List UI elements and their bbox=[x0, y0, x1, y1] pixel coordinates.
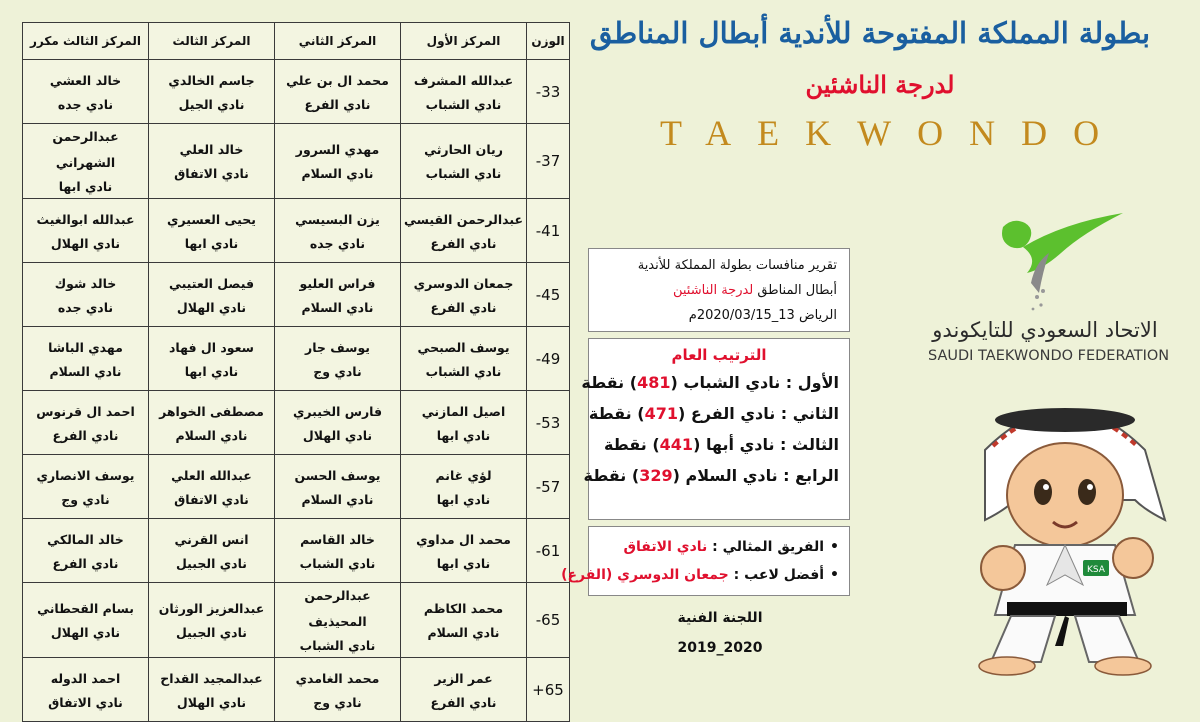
athlete-name: محمد ال مداوي bbox=[416, 531, 511, 547]
placement-cell bbox=[275, 263, 401, 327]
placement-cell bbox=[149, 124, 275, 199]
athlete-name: يوسف الحسن bbox=[294, 467, 381, 483]
club-name: نادي الفرع bbox=[52, 427, 119, 443]
page-subtitle: لدرجة الناشئين bbox=[805, 70, 955, 99]
ideal-team-value: نادي الاتفاق bbox=[623, 539, 708, 555]
weight-cell: -65 bbox=[527, 583, 570, 658]
club-name: نادي الجيل bbox=[178, 96, 245, 112]
placement-cell bbox=[275, 519, 401, 583]
report-line-1: تقرير منافسات بطولة المملكة للأندية bbox=[637, 258, 837, 273]
athlete-name: انس القرني bbox=[174, 531, 249, 547]
weight-cell: -49 bbox=[527, 327, 570, 391]
report-box bbox=[588, 248, 850, 332]
club-name: نادي الفرع bbox=[430, 299, 497, 315]
ranking-points: 329 bbox=[639, 466, 673, 485]
club-name: نادي السلام bbox=[427, 625, 500, 640]
placement-cell bbox=[275, 658, 401, 722]
athlete-name: مهدي السرور bbox=[295, 142, 380, 157]
table-row bbox=[23, 455, 570, 519]
placement-cell bbox=[23, 60, 149, 124]
ranking-unit: نقطة bbox=[603, 435, 647, 454]
club-name: نادي السلام bbox=[175, 427, 248, 443]
athlete-name: عبدالمجيد القداح bbox=[160, 670, 263, 686]
club-name: نادي الاتفاق bbox=[48, 694, 123, 710]
placement-cell bbox=[23, 199, 149, 263]
athlete-name: عبدالعزيز الورثان bbox=[158, 601, 265, 616]
weight-cell: -33 bbox=[527, 60, 570, 124]
report-line-2 bbox=[601, 278, 837, 303]
athlete-name: مصطفى الخواهر bbox=[159, 403, 264, 419]
athlete-name: احمد الدوله bbox=[50, 670, 121, 686]
placement-cell bbox=[275, 583, 401, 658]
ranking-row: الأول : نادي الشباب (481) نقطة bbox=[581, 373, 839, 392]
weight-cell: -37 bbox=[527, 124, 570, 199]
table-row bbox=[23, 199, 570, 263]
placement-cell bbox=[149, 60, 275, 124]
weight-cell: -61 bbox=[527, 519, 570, 583]
sport-wordmark: TAEKWONDO bbox=[660, 113, 1126, 153]
club-name: نادي الجبيل bbox=[176, 625, 247, 640]
placement-cell bbox=[401, 519, 527, 583]
club-name: نادي جده bbox=[57, 96, 114, 112]
ranking-unit: نقطة bbox=[581, 373, 625, 392]
placement-cell bbox=[275, 60, 401, 124]
athlete-name: محمد ال بن علي bbox=[286, 72, 389, 88]
placement-cell bbox=[401, 327, 527, 391]
club-name: نادي الشباب bbox=[299, 555, 376, 571]
page-title: بطولة المملكة المفتوحة للأندية أبطال المناطق bbox=[589, 16, 1151, 50]
ranking-row: الثاني : نادي الفرع (471) نقطة bbox=[588, 404, 839, 423]
athlete-name: خالد القاسم bbox=[300, 531, 375, 547]
athlete-name: جاسم الخالدي bbox=[168, 72, 255, 88]
club-name: نادي الفرع bbox=[52, 555, 119, 571]
federation-name-ar: الاتحاد السعودي للتايكوندو bbox=[932, 318, 1158, 342]
weight-cell: -41 bbox=[527, 199, 570, 263]
placement-cell bbox=[275, 327, 401, 391]
placement-cell bbox=[401, 455, 527, 519]
club-name: نادي الفرع bbox=[430, 694, 497, 710]
table-row bbox=[23, 519, 570, 583]
athlete-name: ريان الحارثي bbox=[424, 142, 503, 157]
ideal-team-row bbox=[599, 533, 839, 561]
col-header-first: المركز الأول bbox=[401, 23, 527, 60]
club-name: نادي وج bbox=[313, 363, 362, 379]
bullet-icon: • bbox=[830, 539, 839, 555]
ranking-title: الترتيب العام bbox=[671, 346, 767, 364]
club-name: نادي الفرع bbox=[304, 96, 371, 112]
athlete-name: يوسف الانصاري bbox=[36, 467, 135, 483]
results-table bbox=[22, 22, 570, 722]
placement-cell bbox=[149, 583, 275, 658]
placement-cell bbox=[23, 263, 149, 327]
athlete-name: عبدالرحمن المحيذيف bbox=[304, 588, 371, 629]
report-line-2-highlight: لدرجة الناشئين bbox=[672, 283, 754, 298]
ranking-row: الثالث : نادي أبها (441) نقطة bbox=[603, 435, 839, 454]
club-name: نادي وج bbox=[61, 491, 110, 507]
athlete-name: يحيى العسيري bbox=[167, 211, 256, 227]
placement-cell bbox=[275, 199, 401, 263]
table-row bbox=[23, 391, 570, 455]
technical-committee: اللجنة الفنية bbox=[677, 610, 763, 626]
ranking-box bbox=[581, 338, 850, 520]
placement-cell bbox=[149, 455, 275, 519]
weight-cell: -45 bbox=[527, 263, 570, 327]
ranking-label: الرابع : نادي السلام bbox=[685, 466, 839, 485]
svg-text:KSA: KSA bbox=[1087, 565, 1105, 575]
awards-box bbox=[561, 526, 850, 596]
athlete-name: خالد العشي bbox=[49, 72, 122, 88]
table-row bbox=[23, 327, 570, 391]
table-row bbox=[23, 124, 570, 199]
best-player-value: جمعان الدوسري (الفرع) bbox=[561, 567, 729, 583]
athlete-name: احمد ال قرنوس bbox=[36, 403, 135, 419]
ranking-points: 481 bbox=[637, 373, 671, 392]
ranking-row: الرابع : نادي السلام (329) نقطة bbox=[583, 466, 839, 485]
athlete-name: مهدي الباشا bbox=[48, 339, 123, 355]
weight-cell: -53 bbox=[527, 391, 570, 455]
athlete-name: عبدالله المشرف bbox=[413, 72, 514, 88]
ranking-points: 471 bbox=[644, 404, 678, 423]
placement-cell bbox=[275, 391, 401, 455]
report-line-2-prefix: أبطال المناطق bbox=[757, 283, 837, 298]
placement-cell bbox=[23, 124, 149, 199]
placement-cell bbox=[401, 124, 527, 199]
club-name: نادي الشباب bbox=[425, 166, 502, 181]
best-player-label: أفضل لاعب : bbox=[733, 567, 825, 583]
table-row bbox=[23, 263, 570, 327]
athlete-name: عمر الزير bbox=[434, 670, 493, 686]
club-name: نادي الهلال bbox=[176, 299, 247, 315]
table-row bbox=[23, 60, 570, 124]
weight-cell: +65 bbox=[527, 658, 570, 722]
club-name: نادي الفرع bbox=[430, 235, 497, 251]
club-name: نادي جده bbox=[309, 235, 366, 251]
placement-cell bbox=[23, 583, 149, 658]
club-name: نادي الاتفاق bbox=[174, 491, 249, 507]
club-name: نادي السلام bbox=[301, 491, 374, 507]
placement-cell bbox=[23, 327, 149, 391]
placement-cell bbox=[23, 519, 149, 583]
placement-cell bbox=[149, 199, 275, 263]
ranking-label: الثاني : نادي الفرع bbox=[690, 404, 839, 423]
club-name: نادي الشباب bbox=[299, 638, 376, 653]
athlete-name: عبدالرحمن القيسي bbox=[403, 211, 524, 227]
athlete-name: بسام القحطاني bbox=[37, 601, 134, 616]
placement-cell bbox=[401, 60, 527, 124]
club-name: نادي الهلال bbox=[50, 235, 121, 251]
placement-cell bbox=[149, 327, 275, 391]
ranking-unit: نقطة bbox=[588, 404, 632, 423]
club-name: نادي الهلال bbox=[176, 694, 247, 710]
club-name: نادي ابها bbox=[184, 363, 239, 379]
club-name: نادي جده bbox=[57, 299, 114, 315]
athlete-name: خالد العلي bbox=[179, 142, 244, 157]
table-header-row bbox=[23, 23, 570, 60]
placement-cell bbox=[23, 658, 149, 722]
placement-cell bbox=[401, 263, 527, 327]
athlete-name: يوسف الصبحي bbox=[417, 339, 510, 355]
placement-cell bbox=[401, 658, 527, 722]
club-name: نادي الهلال bbox=[50, 625, 121, 640]
club-name: نادي ابها bbox=[436, 491, 491, 507]
athlete-name: خالد المالكي bbox=[47, 531, 124, 547]
athlete-name: عبدالله العلي bbox=[171, 467, 252, 483]
placement-cell bbox=[401, 583, 527, 658]
season-label: 2019_2020 bbox=[677, 640, 763, 656]
club-name: نادي السلام bbox=[301, 166, 374, 181]
col-header-third: المركز الثالث bbox=[149, 23, 275, 60]
placement-cell bbox=[275, 124, 401, 199]
col-header-second: المركز الثاني bbox=[275, 23, 401, 60]
club-name: نادي ابها bbox=[184, 235, 239, 251]
placement-cell bbox=[23, 391, 149, 455]
table-row bbox=[23, 583, 570, 658]
athlete-name: خالد شوك bbox=[54, 275, 117, 291]
placement-cell bbox=[149, 391, 275, 455]
club-name: نادي ابها bbox=[436, 555, 491, 571]
athlete-name: جمعان الدوسري bbox=[413, 275, 514, 291]
athlete-name: محمد الكاظم bbox=[423, 601, 504, 616]
club-name: نادي الشباب bbox=[425, 363, 502, 379]
federation-name-en: SAUDI TAEKWONDO FEDERATION bbox=[928, 348, 1170, 364]
club-name: نادي السلام bbox=[49, 363, 122, 379]
placement-cell bbox=[401, 199, 527, 263]
weight-cell: -57 bbox=[527, 455, 570, 519]
placement-cell bbox=[275, 455, 401, 519]
placement-cell bbox=[149, 658, 275, 722]
ideal-team-label: الفريق المثالي : bbox=[712, 539, 825, 555]
placement-cell bbox=[23, 455, 149, 519]
athlete-name: فيصل العتيبي bbox=[168, 275, 255, 291]
athlete-name: سعود ال فهاد bbox=[169, 339, 254, 355]
placement-cell bbox=[401, 391, 527, 455]
athlete-name: لؤي غانم bbox=[435, 467, 492, 483]
ranking-label: الأول : نادي الشباب bbox=[683, 373, 839, 392]
ranking-label: الثالث : نادي أبها bbox=[705, 435, 839, 454]
taekwondo-mascot-icon bbox=[945, 380, 1185, 680]
athlete-name: اصيل المازني bbox=[421, 403, 506, 419]
placement-cell bbox=[149, 519, 275, 583]
ranking-unit: نقطة bbox=[583, 466, 627, 485]
table-row bbox=[23, 658, 570, 722]
col-header-third-repeat: المركز الثالث مكرر bbox=[23, 23, 149, 60]
club-name: نادي ابها bbox=[436, 427, 491, 443]
ranking-points: 441 bbox=[659, 435, 694, 454]
athlete-name: يوسف جار bbox=[305, 339, 370, 355]
athlete-name: يزن البسيسي bbox=[295, 211, 380, 227]
athlete-name: عبدالرحمن الشهراني bbox=[52, 129, 119, 170]
best-player-row bbox=[561, 561, 839, 589]
club-name: نادي الشباب bbox=[425, 96, 502, 112]
club-name: نادي السلام bbox=[301, 299, 374, 315]
federation-logo-icon bbox=[985, 205, 1135, 315]
club-name: نادي الهلال bbox=[302, 427, 373, 443]
athlete-name: محمد الغامدي bbox=[295, 670, 380, 686]
athlete-name: فراس العليو bbox=[299, 275, 376, 291]
results-body bbox=[23, 60, 570, 722]
club-name: نادي ابها bbox=[58, 179, 113, 194]
club-name: نادي وج bbox=[313, 694, 362, 710]
athlete-name: فارس الخيبري bbox=[292, 403, 383, 419]
placement-cell bbox=[149, 263, 275, 327]
col-header-weight: الوزن bbox=[527, 23, 570, 60]
athlete-name: عبدالله ابوالغيث bbox=[36, 211, 135, 227]
report-line-3: الرياض 13_2020/03/15م bbox=[688, 308, 837, 323]
bullet-icon: • bbox=[830, 567, 839, 583]
club-name: نادي الاتفاق bbox=[174, 166, 249, 181]
club-name: نادي الجبيل bbox=[176, 555, 247, 571]
